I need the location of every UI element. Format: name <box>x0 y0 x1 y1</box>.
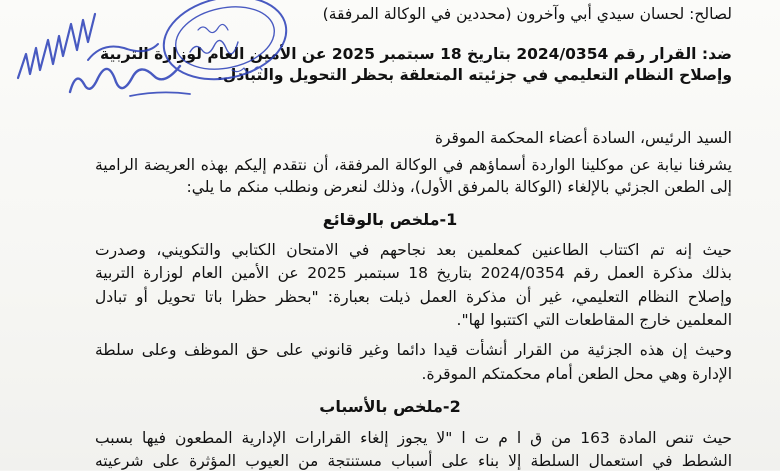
signature-strokes <box>70 66 180 92</box>
section-2-heading: 2-ملخص بالأسباب <box>319 397 461 416</box>
section-1-para-1-line-2: بذلك مذكرة العمل رقم 2024/0354 بتاريخ 18 سبتمبر 2025 عن الأمين العام لوزارة التربية <box>95 264 732 282</box>
section-1-para-1-line-3: وإصلاح النظام التعليمي، غير أن مذكرة العمل ذيلت بعبارة: "بحظر حظرا باتا تحويل أو تبادل <box>95 288 732 306</box>
section-1-para-2-line-1: وحيث إن هذه الجزئية من القرار أنشأت قيدا دائما وغير قانوني على حق الموظف وعلى سلطة <box>95 341 732 359</box>
against-line-2: وإصلاح النظام التعليمي في جزئيته المتعلقة بحظر التحويل والتبادل. <box>217 66 732 84</box>
against-line-1: ضد: القرار رقم 2024/0354 بتاريخ 18 سبتمبر 2025 عن الأمين العام لوزارة التربية <box>100 45 732 63</box>
intro-line-1: يشرفنا نيابة عن موكلينا الواردة أسماؤهم في الوكالة المرفقة، أن نتقدم إليكم بهذه العريضة الرامية <box>95 156 732 174</box>
intro-line-2: إلى الطعن الجزئي بالإلغاء (الوكالة بالمرفق الأول)، وذلك لنعرض ونطلب منكم ما يلي: <box>186 178 732 196</box>
handwritten-date-strokes <box>18 14 95 78</box>
section-1-heading: 1-ملخص بالوقائع <box>322 210 458 229</box>
section-2-para-1-line-2: الشطط في استعمال السلطة إلا بناء على أسباب مستنتجة من العيوب المؤثرة على شرعيته <box>95 452 732 470</box>
salutation: السيد الرئيس، السادة أعضاء المحكمة الموقرة <box>434 129 732 147</box>
section-1-para-1-line-4: المعلمين خارج المقاطعات التي اكتتبوا لها". <box>456 311 732 329</box>
section-2-para-1-line-1: حيث تنص المادة 163 من ق ا م ت ا "لا يجوز إلغاء القرارات الإدارية المطعون فيها بسبب <box>95 429 732 447</box>
section-1-para-1-line-1: حيث إنه تم اكتتاب الطاعنين كمعلمين بعد نجاحهم في الامتحان الكتابي والتكويني، وصدرت <box>95 241 732 259</box>
beneficiary-line: لصالح: لحسان سيدي أبي وآخرون (محددين في الوكالة المرفقة) <box>322 5 732 23</box>
section-1-para-2-line-2: الإدارة وهي محل الطعن أمام محكمتكم الموقرة. <box>421 365 732 383</box>
